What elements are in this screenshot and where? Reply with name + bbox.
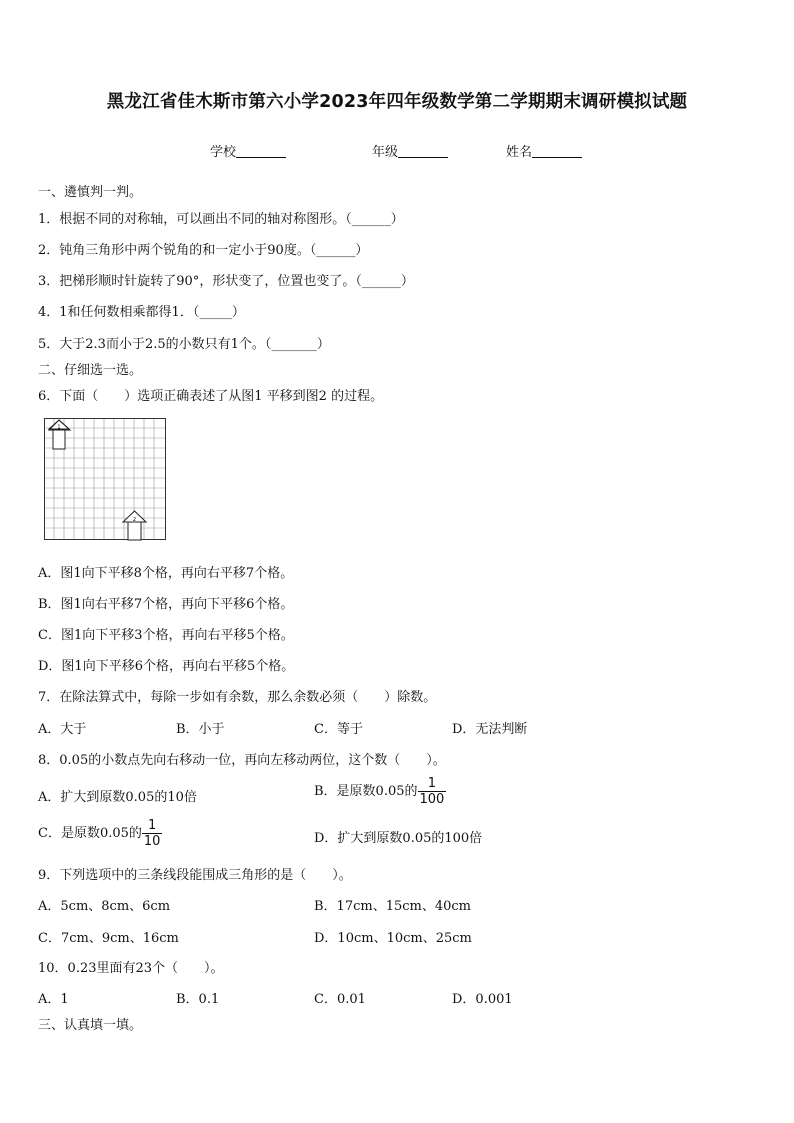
- grade-blank[interactable]: [398, 144, 448, 158]
- grade-field: [372, 141, 448, 160]
- question-9: 9．下列选项中的三条线段能围成三角形的是（ ）。: [38, 868, 352, 883]
- name-blank[interactable]: [532, 144, 582, 158]
- section-3-heading: 三、认真填一填。: [38, 1018, 143, 1033]
- q8-option-d[interactable]: D．扩大到原数0.05的100倍: [314, 831, 483, 846]
- q8-option-a[interactable]: A．扩大到原数0.05的10倍: [38, 790, 197, 805]
- figure-label-1: 1: [57, 424, 61, 431]
- page-title: 黑龙江省佳木斯市第六小学2023年四年级数学第二学期期末调研模拟试题: [106, 92, 688, 112]
- q7-option-b[interactable]: B．小于: [176, 722, 225, 737]
- section-1-heading: 一、遴慎判一判。: [38, 185, 143, 200]
- q6-option-b[interactable]: B．图1向右平移7个格，再向下平移6个格。: [38, 597, 294, 612]
- q7-option-d[interactable]: D．无法判断: [452, 722, 528, 737]
- q9-option-b[interactable]: B．17cm、15cm、40cm: [314, 899, 472, 914]
- fraction-one-tenth: $\frac{1}{10}$: [143, 818, 161, 849]
- q7-option-a[interactable]: A．大于: [38, 722, 87, 737]
- question-2: 2．钝角三角形中两个锐角的和一定小于90度。（______）: [38, 243, 369, 258]
- q10-option-d[interactable]: D．0.001: [452, 992, 513, 1007]
- figure-label-2: 2: [132, 517, 137, 523]
- q8-option-b-text: B．是原数0.05的: [314, 784, 418, 799]
- question-4: 4．1和任何数相乘都得1．（_____）: [38, 305, 245, 320]
- q7-option-c[interactable]: C．等于: [314, 722, 363, 737]
- q9-option-c[interactable]: C．7cm、9cm、16cm: [38, 931, 179, 946]
- section-2-heading: 二、仔细选一选。: [38, 363, 143, 378]
- question-1: 1．根据不同的对称轴，可以画出不同的轴对称图形。（______）: [38, 212, 404, 227]
- q6-option-d[interactable]: D．图1向下平移6个格，再向右平移5个格。: [38, 659, 295, 674]
- name-label: 姓名: [506, 145, 533, 160]
- q6-option-a[interactable]: A．图1向下平移8个格，再向右平移7个格。: [38, 566, 294, 581]
- school-blank[interactable]: [236, 144, 286, 158]
- question-8: 8．0.05的小数点先向右移动一位，再向左移动两位，这个数（ ）。: [38, 753, 446, 768]
- question-6: 6．下面（ ）选项正确表述了从图1 平移到图2 的过程。: [38, 389, 384, 404]
- translation-grid-figure: [44, 418, 168, 542]
- q8-option-c-text: C．是原数0.05的: [38, 826, 142, 841]
- q6-option-c[interactable]: C．图1向下平移3个格，再向右平移5个格。: [38, 628, 294, 643]
- q8-option-c[interactable]: [38, 818, 162, 849]
- fraction-one-hundredth: $\frac{1}{100}$: [419, 776, 445, 807]
- question-7: 7．在除法算式中，每除一步如有余数，那么余数必须（ ）除数。: [38, 690, 437, 705]
- question-5: 5．大于2.3而小于2.5的小数只有1个。（_______）: [38, 337, 330, 352]
- question-3: 3．把梯形顺时针旋转了90°，形状变了，位置也变了。（______）: [38, 274, 414, 289]
- q10-option-c[interactable]: C．0.01: [314, 992, 366, 1007]
- question-10: 10．0.23里面有23个（ ）。: [38, 961, 224, 976]
- school-field: [210, 141, 286, 160]
- q10-option-b[interactable]: B．0.1: [176, 992, 220, 1007]
- q9-option-d[interactable]: D．10cm、10cm、25cm: [314, 931, 472, 946]
- school-label: 学校: [210, 145, 237, 160]
- q8-option-b[interactable]: [314, 776, 446, 807]
- grade-label: 年级: [372, 145, 399, 160]
- q9-option-a[interactable]: A．5cm、8cm、6cm: [38, 899, 171, 914]
- q10-option-a[interactable]: A．1: [38, 992, 69, 1007]
- name-field: [506, 141, 582, 160]
- house-shape-2: [123, 511, 146, 540]
